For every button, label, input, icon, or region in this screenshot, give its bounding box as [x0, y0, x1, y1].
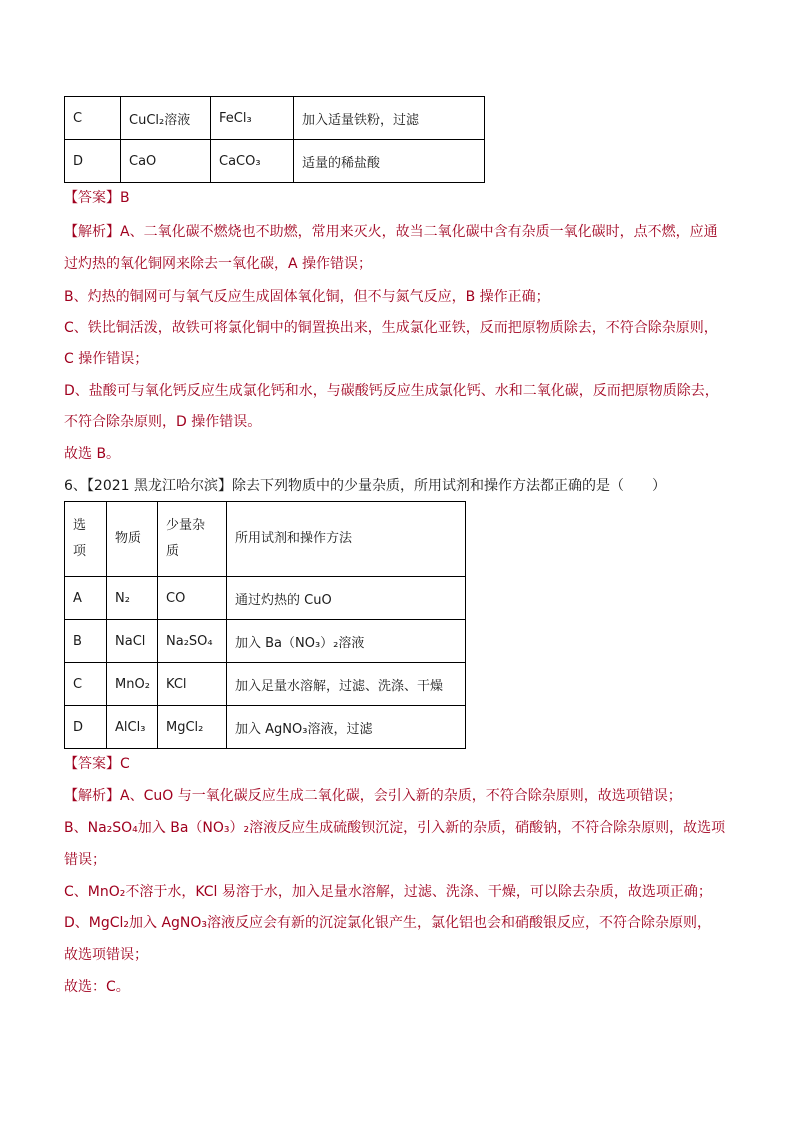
impurity-cell: Na₂SO₄ [158, 620, 227, 663]
q5-analysis-line: 【解析】A、二氧化碳不燃烧也不助燃，常用来灭火，故当二氧化碳中含有杂质一氧化碳时，点不燃，应通 [64, 224, 718, 240]
method-cell: 适量的稀盐酸 [294, 140, 485, 183]
q6-analysis-line: 错误； [64, 852, 106, 868]
q5-analysis-line: B、灼热的铜网可与氧气反应生成固体氧化铜，但不与氮气反应，B 操作正确； [64, 289, 550, 305]
header-option: 选 项 [65, 502, 107, 577]
q6-analysis-line: B、Na₂SO₄加入 Ba（NO₃）₂溶液反应生成硫酸钡沉淀，引入新的杂质，硝酸钠，不符合除杂原则，故选项 [64, 820, 726, 836]
impurity-cell: KCl [158, 663, 227, 706]
q5-analysis-line: 不符合除杂原则，D 操作错误。 [64, 414, 262, 430]
impurity-cell: FeCl₃ [211, 97, 294, 140]
method-cell: 加入 AgNO₃溶液，过滤 [227, 706, 466, 749]
method-cell: 通过灼热的 CuO [227, 577, 466, 620]
substance-cell: CuCl₂溶液 [121, 97, 211, 140]
q6-answer: 【答案】C [64, 756, 130, 772]
method-cell: 加入适量铁粉，过滤 [294, 97, 485, 140]
option-cell: C [65, 663, 107, 706]
impurity-cell: MgCl₂ [158, 706, 227, 749]
option-cell: A [65, 577, 107, 620]
q5-analysis-line: 过灼热的氧化铜网来除去一氧化碳，A 操作错误； [64, 256, 373, 272]
q5-analysis-line: C、铁比铜活泼，故铁可将氯化铜中的铜置换出来，生成氯化亚铁，反而把原物质除去，不符合除杂原则， [64, 320, 718, 336]
table-row [65, 663, 466, 706]
option-cell: B [65, 620, 107, 663]
impurity-cell: CO [158, 577, 227, 620]
q6-analysis-line: 故选项错误； [64, 947, 148, 963]
impurity-cell: CaCO₃ [211, 140, 294, 183]
q5-analysis-line: 故选 B。 [64, 446, 121, 462]
substance-cell: N₂ [107, 577, 158, 620]
table-row [65, 706, 466, 749]
substance-cell: AlCl₃ [107, 706, 158, 749]
table-row [65, 97, 485, 140]
substance-cell: NaCl [107, 620, 158, 663]
q6-analysis-line: 【解析】A、CuO 与一氧化碳反应生成二氧化碳，会引入新的杂质，不符合除杂原则，故选项错误； [64, 788, 682, 804]
table-row [65, 620, 466, 663]
options-table-q6 [64, 501, 466, 749]
table-row [65, 577, 466, 620]
q5-analysis-line: C 操作错误； [64, 351, 149, 367]
options-table-q5 [64, 96, 485, 183]
q6-analysis-line: D、MgCl₂加入 AgNO₃溶液反应会有新的沉淀氯化银产生，氯化铝也会和硝酸银反应，不符合除杂原则， [64, 915, 712, 931]
header-substance: 物质 [107, 502, 158, 577]
q6-question: 6、【2021 黑龙江哈尔滨】除去下列物质中的少量杂质，所用试剂和操作方法都正确的是（ ） [64, 478, 666, 494]
q5-analysis-line: D、盐酸可与氧化钙反应生成氯化钙和水，与碳酸钙反应生成氯化钙、水和二氧化碳，反而把原物质除去， [64, 383, 719, 399]
substance-cell: MnO₂ [107, 663, 158, 706]
method-cell: 加入足量水溶解，过滤、洗涤、干燥 [227, 663, 466, 706]
method-cell: 加入 Ba（NO₃）₂溶液 [227, 620, 466, 663]
q5-answer: 【答案】B [64, 190, 130, 206]
option-cell: C [65, 97, 121, 140]
header-method: 所用试剂和操作方法 [227, 502, 466, 577]
q6-analysis-line: 故选：C。 [64, 979, 130, 995]
header-impurity: 少量杂 质 [158, 502, 227, 577]
substance-cell: CaO [121, 140, 211, 183]
option-cell: D [65, 706, 107, 749]
table-header-row [65, 502, 466, 577]
q6-analysis-line: C、MnO₂不溶于水，KCl 易溶于水，加入足量水溶解，过滤、洗涤、干燥，可以除去杂质，故选项正确； [64, 884, 712, 900]
table-row [65, 140, 485, 183]
option-cell: D [65, 140, 121, 183]
